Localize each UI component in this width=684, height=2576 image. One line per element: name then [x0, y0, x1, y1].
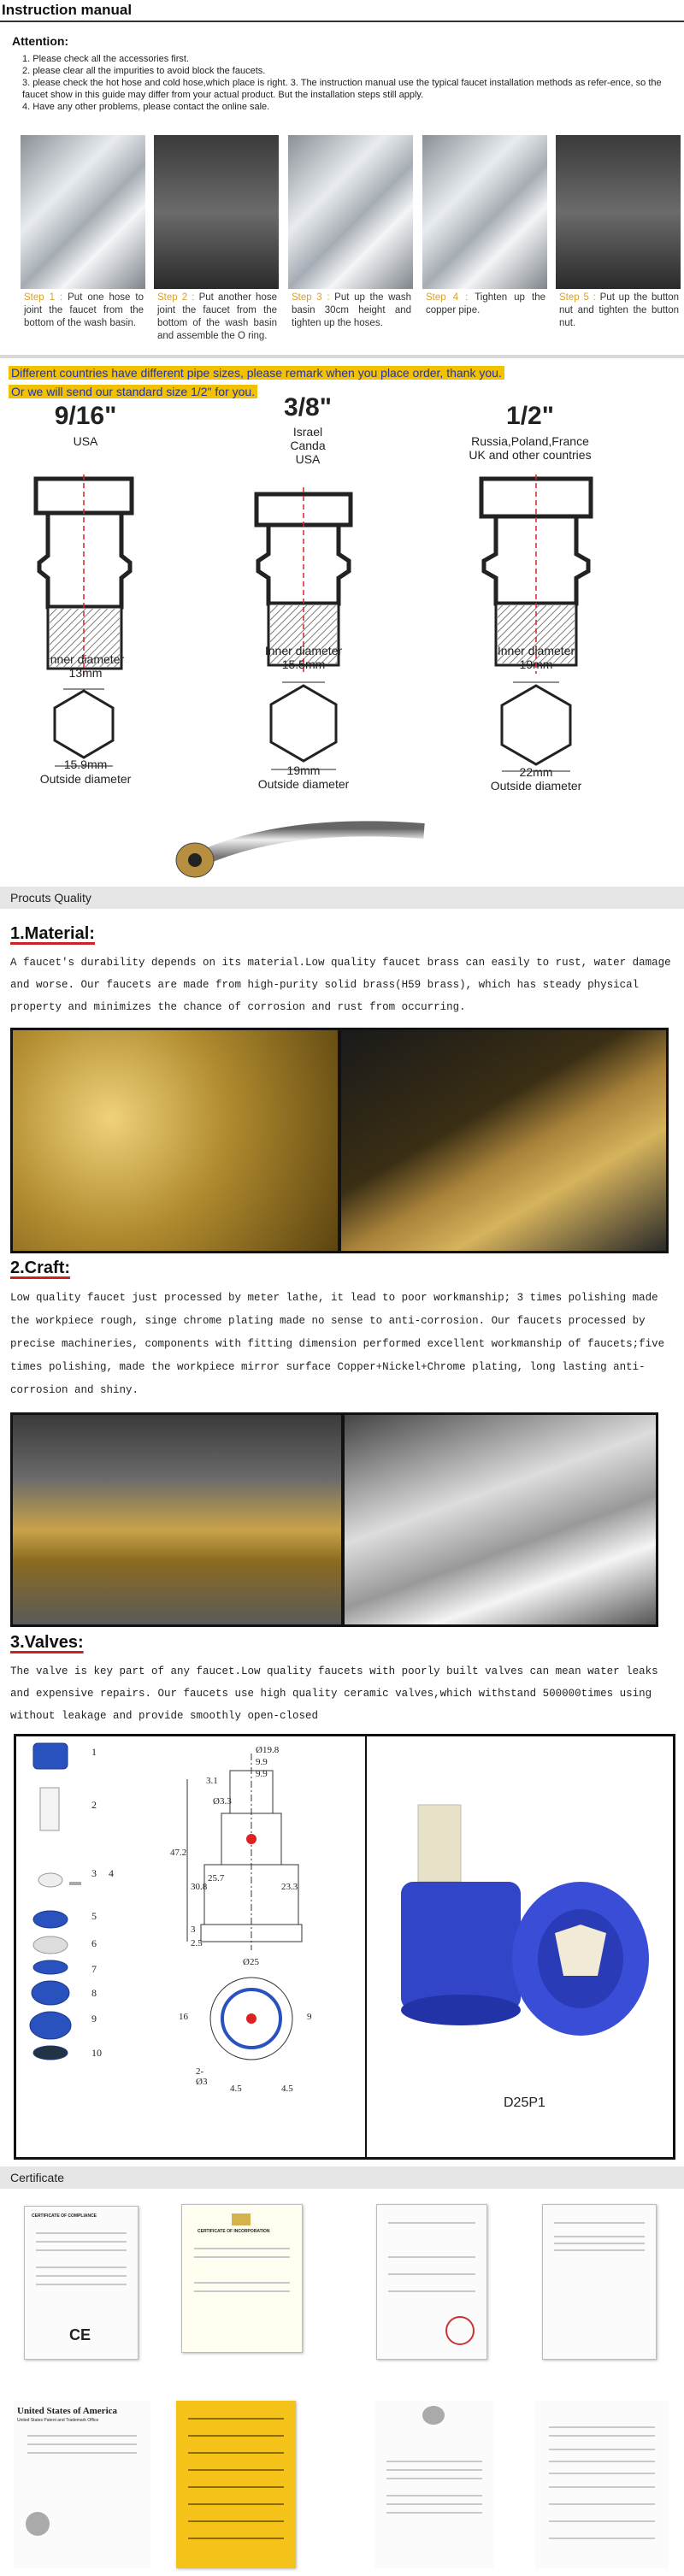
dimension-label: 2-Ø3 [196, 2066, 208, 2087]
hex-nut-icon [55, 686, 570, 764]
outer-diameter-value: 15.9mm [63, 757, 108, 771]
inner-diameter-label: Inner diameter [497, 644, 575, 657]
step-4-text: Step 4 : Tighten up the copper pipe. [426, 292, 545, 315]
dimension-label: 9.9 [256, 1757, 268, 1767]
outer-diameter-value: 19mm [286, 763, 321, 777]
certificate-heading: CERTIFICATE OF INCORPORATION [198, 2229, 270, 2234]
valves-title: 3.Valves: [10, 1633, 84, 1652]
dimension-label: 23.3 [281, 1882, 298, 1892]
certificate-document [24, 2206, 139, 2360]
craft-photos-frame [10, 1412, 658, 1627]
valve-diagram-frame: 1 2 3 4 5 6 7 8 9 10 Ø19.8 9.9 9.9 3.1 Ø3.3 47.2 30.8 25.7 23.3 3 2.5 Ø25 16 9 2-Ø3 4.5 4.5 D25P1 [14, 1734, 675, 2160]
certificate-document [176, 2401, 296, 2568]
dimension-label: 30.8 [191, 1882, 208, 1892]
certificate-document [535, 2401, 669, 2568]
certificate-document [181, 2204, 303, 2353]
outer-diameter-label: Outside diameter [490, 779, 582, 793]
attention-title: Attention: [12, 34, 69, 48]
dimension-label: Ø25 [243, 1957, 259, 1967]
emblem-icon [422, 2406, 445, 2425]
outer-diameter-label: Outside diameter [39, 772, 132, 786]
seal-icon [232, 2213, 251, 2225]
pipe-fittings-drawing [0, 462, 684, 787]
certificate-heading: United States of America [17, 2406, 118, 2416]
pipe-notice-line-1: Different countries have different pipe sizes, please remark when you place order, thank you. [9, 366, 504, 380]
pipe-size-label: 1/2" [506, 402, 554, 430]
chrome-block-photo [345, 1415, 656, 1624]
pipe-notice-line-2: Or we will send our standard size 1/2" for you. [9, 385, 257, 398]
dimension-label: 47.2 [170, 1848, 187, 1858]
pipe-country-label: Israel Canda USA [290, 425, 326, 466]
attention-list [22, 53, 675, 113]
ce-mark: CE [69, 2326, 91, 2343]
pipe-size-label: 9/16" [54, 402, 117, 430]
step-3-photo [288, 135, 413, 289]
brass-rods-photo [13, 1030, 338, 1251]
dimension-label: 3 [191, 1925, 196, 1935]
dimension-label: 25.7 [208, 1873, 225, 1883]
brass-block-photo [341, 1030, 666, 1251]
dimension-label: 16 [179, 2012, 188, 2022]
pipe-size-label: 3/8" [284, 393, 332, 421]
valve-model-label: D25P1 [504, 2096, 545, 2110]
valve-technical-drawing [170, 1745, 358, 2113]
dimension-label: 9 [307, 2012, 312, 2022]
dimension-label: 2.5 [191, 1938, 203, 1948]
dimension-label: 9.9 [256, 1769, 268, 1779]
craft-title: 2.Craft: [10, 1259, 71, 1277]
step-1-text: Step 1 : Put one hose to joint the faucet from the bottom of the wash basin. [24, 292, 144, 328]
stamp-icon [445, 2316, 475, 2345]
step-2-photo [154, 135, 279, 289]
pipe-country-label: USA [73, 434, 98, 448]
manual-header [0, 0, 684, 22]
dimension-label: Ø19.8 [256, 1745, 280, 1755]
certificate-document [14, 2401, 150, 2568]
attention-item: 1. Please check all the accessories first. [22, 54, 190, 64]
braided-hose-photo [171, 812, 428, 881]
outer-diameter-value: 22mm [519, 765, 553, 779]
certificate-heading: CERTIFICATE OF COMPLIANCE [32, 2213, 97, 2219]
ceramic-valve-photo [375, 1754, 666, 2078]
craft-text: Low quality faucet just processed by meter lathe, it lead to poor workmanship; 3 times polishing made the workpiece rough, singe chrome plating made no sense to anti-corrosion. Our faucets processed by precise machineries, components with fitting dimension performed excellent workmanship of faucets;five times polishing, made the workpiece mirror surface Copper+Nickel+Chrome plating, long lasting anti-corrosion and shiny. [10, 1292, 665, 1396]
pipe-country-label: Russia,Poland,France UK and other countries [469, 434, 592, 462]
attention-item: 2. please clear all the impurities to avoid block the faucets. [22, 66, 266, 76]
certificate-document [376, 2204, 487, 2360]
dimension-label: 4.5 [230, 2084, 242, 2094]
attention-item: 4. Have any other problems, please contact the online sale. [22, 102, 270, 112]
inner-diameter-value: 15.5mm [281, 657, 326, 671]
inner-diameter-label: Inner diameter [46, 652, 125, 666]
certificate-subheading: United States Patent and Trademark Office [17, 2418, 99, 2423]
divider [0, 355, 684, 358]
dimension-label: 4.5 [281, 2084, 293, 2094]
step-4-photo [422, 135, 547, 289]
attention-item: 3. please check the hot hose and cold hose,which place is right. 3. The instruction manual use the typical faucet installation methods as refer-ence, so the faucet show in this guide may differ from your actual product. But the installation steps still apply. [22, 78, 662, 100]
step-2-text: Step 2 : Put another hose joint the faucet from the bottom of the wash basin and assemble the O ring. [157, 292, 277, 341]
brass-body-photo [13, 1415, 341, 1624]
step-3-text: Step 3 : Put up the wash basin 30cm height and tighten up the hoses. [292, 292, 411, 328]
inner-diameter-value: 19mm [519, 657, 553, 671]
material-text: A faucet's durability depends on its material.Low quality faucet brass can easily to rust, water damage and worse. Our faucets are made from high-purity solid brass(H59 brass), which has steady physical property and minimizes the chance of corrosion and rust from occurring. [10, 957, 671, 1013]
material-photos-frame [10, 1028, 669, 1253]
header-title: Instruction manual [2, 2, 133, 18]
inner-diameter-value: 13mm [68, 666, 103, 680]
seal-icon [26, 2512, 50, 2536]
step-1-photo [21, 135, 145, 289]
certificate-document [542, 2204, 657, 2360]
dimension-label: Ø3.3 [213, 1796, 232, 1807]
certificate-document [374, 2401, 494, 2568]
outer-diameter-label: Outside diameter [257, 777, 350, 791]
section-title: Certificate [10, 2171, 65, 2184]
section-bar-certificate [0, 2166, 684, 2189]
inner-diameter-label: Inner diameter [264, 644, 343, 657]
material-title: 1.Material: [10, 924, 95, 943]
section-bar-quality [0, 887, 684, 909]
step-5-photo [556, 135, 681, 289]
dimension-label: 3.1 [206, 1776, 218, 1786]
valve-divider [365, 1736, 367, 2157]
section-title: Procuts Quality [10, 891, 91, 905]
step-5-text: Step 5 : Put up the button nut and tighten the button nut. [559, 292, 679, 328]
valves-text: The valve is key part of any faucet.Low quality faucets with poorly built valves can mean water leaks and expensive repairs. Our faucets use high quality ceramic valves,which withstand 500000times using without leakage and provide smoothly open-closed [10, 1665, 658, 1722]
